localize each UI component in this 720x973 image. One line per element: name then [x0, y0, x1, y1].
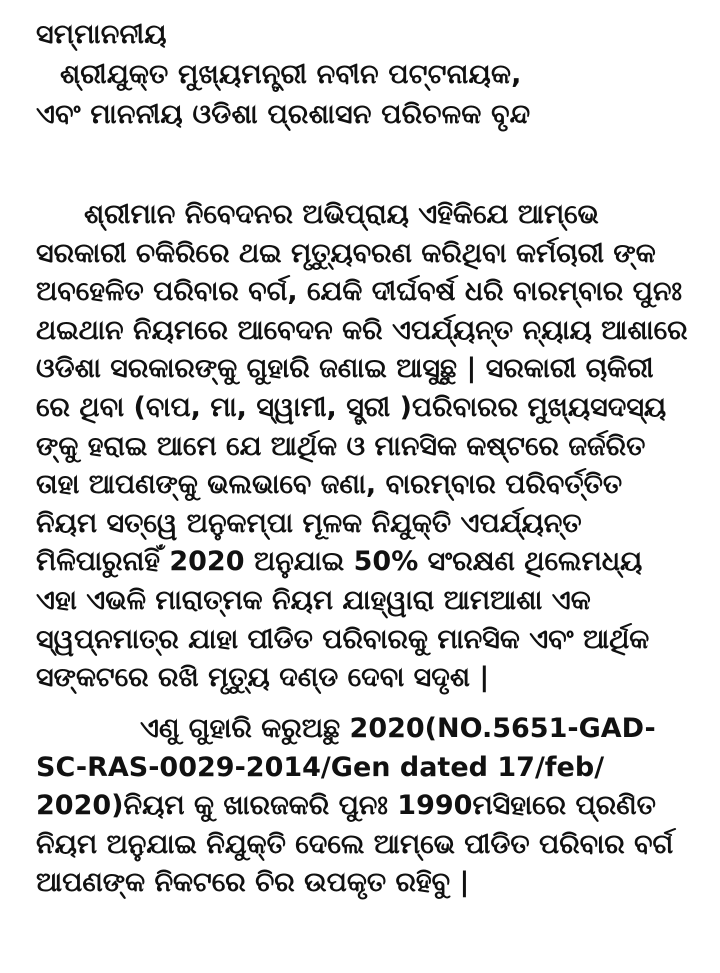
salutation: ସମ୍ମାନନୀୟ — [36, 19, 167, 50]
body-paragraph-1: ଶ୍ରୀମାନ ନିବେଦନର ଅଭିପ୍ରାୟ ଏହିକିଯେ ଆମ୍ଭେ ସରକାରୀ ଚକିରିରେ ଥଇ ମୃତ୍ୟୁବରଣ କରିଥିବା କର୍ମଚାରୀ ଙ୍କ ଅବହେଳିତ ପରିବାର ବର୍ଗ, ଯେକି ଦୀର୍ଘବର୍ଷ ଧରି ବାରମ୍ବାର ପୁନଃ ଥଇଥାନ ନିୟମରେ ଆବେଦନ କରି ଏପର୍ଯ୍ୟନ୍ତ ନ୍ୟାୟ ଆଶାରେ ଓଡିଶା ସରକାରଙ୍କୁ ଗୁହାରି ଜଣାଇ ଆସୁଛୁ | ସରକାରୀ ଚାକିରୀ ରେ ଥିବା (ବାପ, ମା, ସ୍ୱାମୀ, ସ୍ତ୍ରୀ )ପରିବାରର ମୁଖ୍ୟସଦସ୍ୟ ଙ୍କୁ ହରାଇ ଆମେ ଯେ ଆର୍ଥିକ ଓ ମାନସିକ କଷ୍ଟରେ ଜର୍ଜରିତ ତାହା ଆପଣଙ୍କୁ ଭଲଭାବେ ଜଣା, ବାରମ୍ବାର ପରିବର୍ତ୍ତିତ ନିୟମ ସତ୍ୱେ ଅନୁକମ୍ପା ମୂଳକ ନିଯୁକ୍ତି ଏପର୍ଯ୍ୟନ୍ତ ମିଳିପାରୁନାହିଁ 2020 ଅନୁଯାଇ 50% ସଂରକ୍ଷଣ ଥିଲେମଧ୍ୟ ଏହା ଏଭଳି ମାରାତ୍ମକ ନିୟମ ଯାହ୍ୱାରା ଆମଆଶା ଏକ ସ୍ୱପ୍ନମାତ୍ର ଯାହା ପୀଡିତ ପରିବାରକୁ ମାନସିକ ଏବଂ ଆର୍ଥିକ ସଙ୍କଟରେ ରଖି ମୃତ୍ୟୁ ଦଣ୍ଡ ଦେବା ସଦୃଶ | — [36, 199, 688, 694]
body-paragraph-2: ଏଣୁ ଗୁହାରି କରୁଅଛୁ 2020(NO.5651-GAD-SC-RAS-0029-2014/Gen dated 17/feb/ 2020)ନିୟମ କୁ ଖାରଜକରି ପୁନଃ 1990ମସିହାରେ ପ୍ରଣିତ ନିୟମ ଅନୁଯାଇ ନିଯୁକ୍ତି ଦେଲେ ଆମ୍ଭେ ପୀଡିତ ପରିବାର ବର୍ଗ ଆପଣଙ୍କ ନିକଟରେ ଚିର ଉପକୃତ ରହିବୁ | — [36, 713, 674, 899]
addressee-line-1: ଶ୍ରୀଯୁକ୍ତ ମୁଖ୍ୟମନ୍ତ୍ରୀ ନବୀନ ପଟ୍ଟନାୟକ, — [60, 59, 522, 90]
addressee-line-2: ଏବଂ ମାନନୀୟ ଓଡିଶା ପ୍ରଶାସନ ପରିଚଳକ ବୃନ୍ଦ — [36, 99, 531, 130]
